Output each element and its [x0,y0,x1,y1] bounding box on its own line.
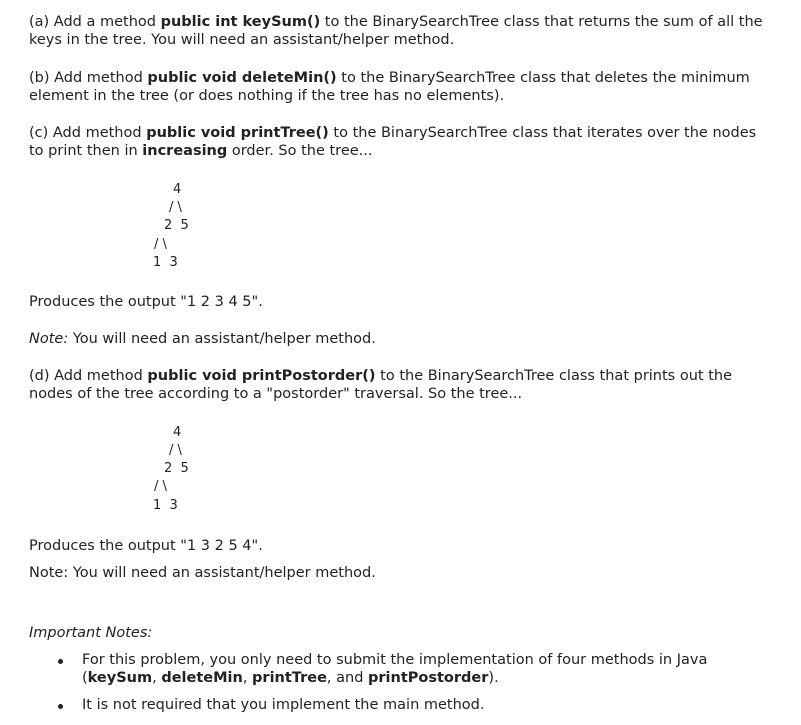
bullet-icon [58,659,63,664]
tree-branches-level1: / \ [169,443,182,458]
part-b-prefix: (b) Add method [29,70,148,86]
part-d-output: Produces the output "1 3 2 5 4". [29,538,263,554]
bullet1-printpostorder: printPostorder [368,670,489,686]
part-a-method: public int keySum() [160,14,321,30]
part-c-prefix: (c) Add method [29,125,147,141]
part-d-note: Note: You will need an assistant/helper method. [29,565,376,581]
bullet1-prefix: For this problem, you only need to submit the implementation of four methods in Java ( [82,652,708,686]
bullet1-sep2: , [242,670,253,686]
part-a-paragraph [29,13,769,49]
bullet-icon [58,704,63,709]
part-a-suffix: to the BinarySearchTree class that returns the sum of all the keys in the tree. You will need an assistant/helper method. [29,14,763,48]
important-notes-heading [29,624,769,642]
important-notes-list [29,651,769,723]
bullet1-sep3: , and [326,670,369,686]
bullet2-text: It is not required that you implement the main method. [82,697,485,713]
tree-branches-level1: / \ [169,200,182,215]
part-c-middle: to the BinarySearchTree class that iterates over the nodes to print then in [29,125,757,159]
tree-root: 4 [173,182,182,197]
tree-branches-level2: / \ [154,237,167,252]
part-b-suffix: to the BinarySearchTree class that deletes the minimum element in the tree (or does nothing if the tree has no elements). [29,70,750,104]
part-c-paragraph [29,124,769,160]
list-item [29,696,769,714]
part-c-output: Produces the output "1 2 3 4 5". [29,294,263,310]
part-b-paragraph [29,69,769,105]
part-c-note [29,330,769,348]
part-c-emphasis: increasing [142,143,228,159]
important-notes-heading-text: Important Notes: [29,625,153,641]
tree-level1: 2 5 [164,218,189,233]
part-c-method: public void printTree() [146,125,329,141]
part-d-method: public void printPostorder() [147,368,376,384]
part-d-prefix: (d) Add method [29,368,148,384]
tree-root: 4 [173,425,182,440]
part-c-note-text: You will need an assistant/helper method. [68,331,376,347]
bullet1-printtree: printTree [252,670,327,686]
bullet1-keysum: keySum [87,670,153,686]
bullet1-sep1: , [152,670,162,686]
part-c-note-label: Note: [29,331,69,347]
tree-level2: 1 3 [153,498,178,513]
part-c-suffix: order. So the tree... [227,143,373,159]
bullet1-deletemin: deleteMin [161,670,243,686]
part-a-prefix: (a) Add a method [29,14,161,30]
tree-level1: 2 5 [164,461,189,476]
tree-branches-level2: / \ [154,479,167,494]
part-d-paragraph [29,367,769,403]
tree-level2: 1 3 [153,255,178,270]
part-d-suffix: to the BinarySearchTree class that prints out the nodes of the tree according to a "postorder" traversal. So the tree... [29,368,733,402]
part-b-method: public void deleteMin() [147,70,337,86]
list-item [29,651,769,687]
bullet1-suffix: ). [488,670,499,686]
